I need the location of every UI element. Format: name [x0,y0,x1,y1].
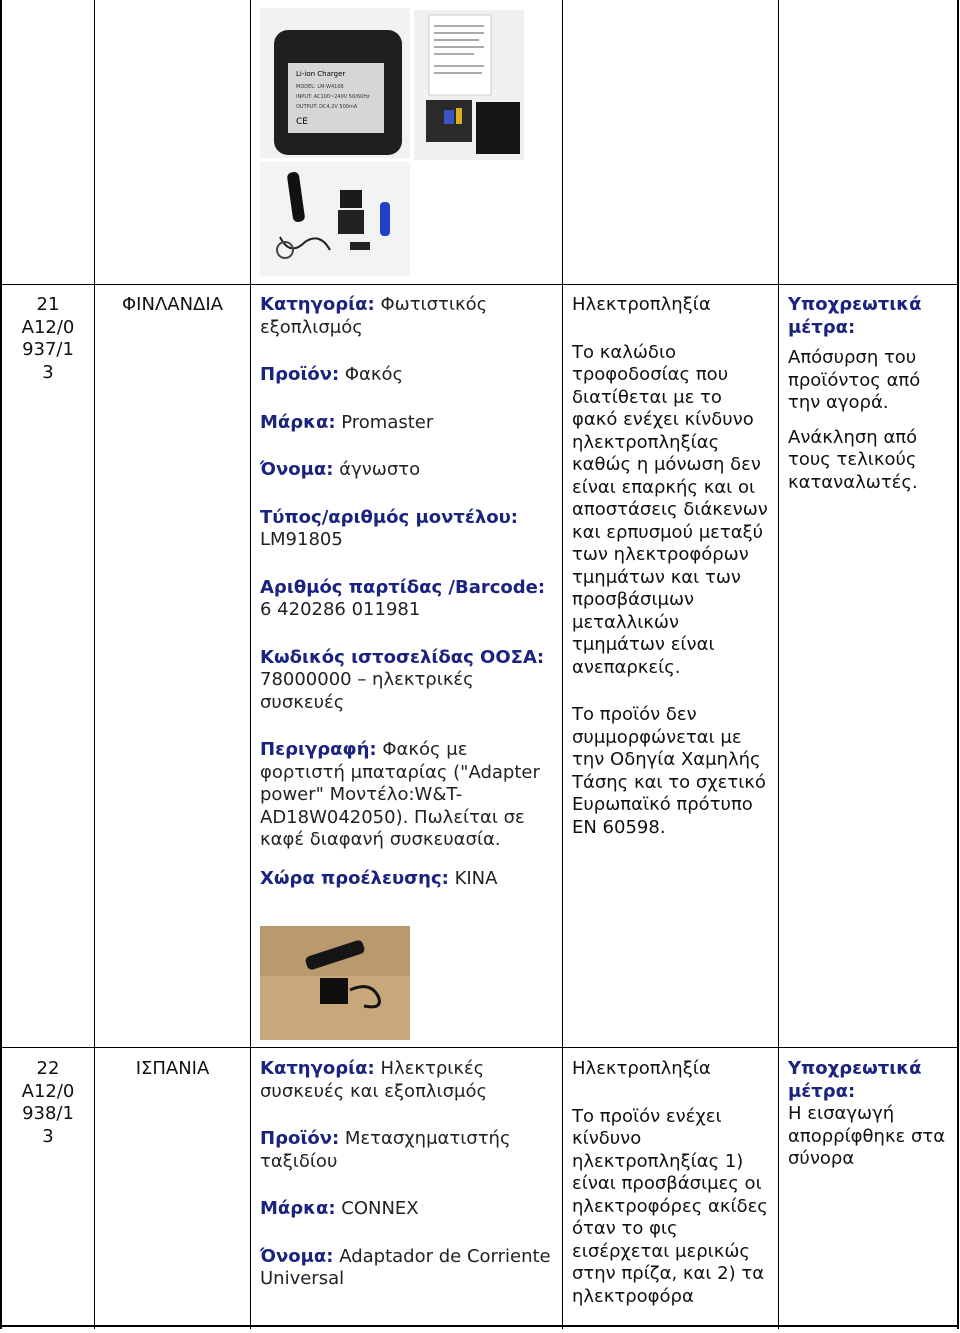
border-v1 [94,0,95,1329]
row-21-measures [788,294,953,519]
kit-contents-photo [260,162,410,276]
description-value: Φακός με φορτιστή μπαταρίας ("Adapter power" Μοντέλο:W&T-AD18W042050). Πωλείται σε καφέ διαφανή συσκευασία. [260,739,540,850]
model-label: Τύπος/αριθμός μοντέλου: [260,506,518,528]
category-value: Ηλεκτρικές συσκευές και εξοπλισμός [260,1058,488,1102]
charger-label-line: INPUT: AC100~240V 50/60Hz [296,94,370,100]
row-21-product-details [260,294,556,915]
border-h-row2-top [0,1047,959,1048]
measures-recall: Ανάκληση από τους τελικούς καταναλωτές. [788,426,918,493]
risk-compliance: Το προϊόν δεν συμμορφώνεται με την Οδηγία Χαμηλής Τάσης και το σχετικό Ευρωπαϊκό πρότυπο EN 60598. [572,704,766,838]
charger-label-line: CE [296,117,308,127]
origin-value: ΚΙΝΑ [454,867,498,889]
oecd-label: Κωδικός ιστοσελίδας ΟΟΣΑ: [260,646,545,668]
brand-value: CONNEX [341,1198,419,1219]
product-label: Προϊόν: [260,1128,340,1149]
row-21-number [2,294,94,384]
brand-label: Μάρκα: [260,1198,336,1219]
charger-label-line: MODEL: LM-W4106 [296,84,344,90]
product-label: Προϊόν: [260,364,340,385]
charger-photo [260,8,410,158]
row-number-line: 938/1 [22,1103,74,1124]
row-22-number [2,1058,94,1148]
category-label: Κατηγορία: [260,1058,375,1079]
batch-label: Αριθμός παρτίδας /Barcode: [260,576,546,598]
charger-label-line: OUTPUT: DC4.2V 500mA [296,104,358,110]
product-value: Μετασχηματιστής ταξιδίου [260,1128,511,1172]
row-number-line: 3 [42,361,54,383]
description-label: Περιγραφή: [260,739,377,760]
brand-label: Μάρκα: [260,411,336,433]
measures-label: Υποχρεωτικά μέτρα: [788,294,922,338]
measures-label: Υποχρεωτικά μέτρα: [788,1058,922,1102]
oecd-value: 78000000 – ηλεκτρικές συσκευές [260,669,474,713]
border-v3 [562,0,563,1329]
risk-title: Ηλεκτροπληξία [572,294,711,315]
risk-title: Ηλεκτροπληξία [572,1058,711,1079]
category-value: Φωτιστικός εξοπλισμός [260,294,488,338]
border-right [957,0,959,1329]
border-v4 [778,0,779,1329]
row-number-line: 937/1 [22,339,74,360]
batch-value: 6 420286 011981 [260,599,421,620]
name-value: Adaptador de Corriente Universal [260,1245,551,1289]
measures-import-rejected: Η εισαγωγή απορρίφθηκε στα σύνορα [788,1103,946,1169]
category-label: Κατηγορία: [260,294,375,315]
risk-description: Το καλώδιο τροφοδοσίας που διατίθεται με το φακό ενέχει κίνδυνο ηλεκτροπληξίας καθώς η μόνωση δεν είναι επαρκής και οι αποστάσεις διάκενων και ερπυσμού μεταξύ των ηλεκτροφόρων τμημάτων και των προσβάσιμων μεταλλικών τμημάτων είναι ανεπαρκείς. [572,341,768,678]
row-number-line: A12/0 [21,316,75,338]
name-value: άγνωστο [339,459,421,480]
flashlight-photo [260,926,410,1040]
row-number-line: 21 [36,294,60,315]
origin-label: Χώρα προέλευσης: [260,867,449,889]
packaging-photo [414,10,524,160]
charger-label-line: Li-ion Charger [296,70,346,78]
row-21-country: ΦΙΝΛΑΝΔΙΑ [122,294,223,315]
row-21-risk [572,294,772,864]
measures-withdrawal: Απόσυρση του προϊόντος από την αγορά. [788,347,921,413]
row-number-line: A12/0 [21,1080,75,1102]
name-label: Όνομα: [260,459,334,480]
model-value: LM91805 [260,529,343,550]
row-22-measures [788,1058,953,1196]
row-22-product-details [260,1058,556,1316]
risk-description: Το προϊόν ενέχει κίνδυνο ηλεκτροπληξίας 1) είναι προσβάσιμες οι ηλεκτροφόρες ακίδες όταν το φις εισέρχεται μερικώς στην πρίζα, και 2) τα ηλεκτροφόρα [572,1105,768,1307]
name-label: Όνομα: [260,1245,334,1267]
product-value: Φακός [344,364,404,385]
row-number-line: 3 [42,1125,54,1147]
row-number-line: 22 [36,1058,60,1079]
border-v2 [250,0,251,1329]
row-22-risk [572,1058,772,1333]
border-h-bottom [0,1325,959,1327]
border-h-row1-top [0,284,959,285]
row-22-country: ΙΣΠΑΝΙΑ [135,1058,210,1079]
brand-value: Promaster [341,411,434,433]
